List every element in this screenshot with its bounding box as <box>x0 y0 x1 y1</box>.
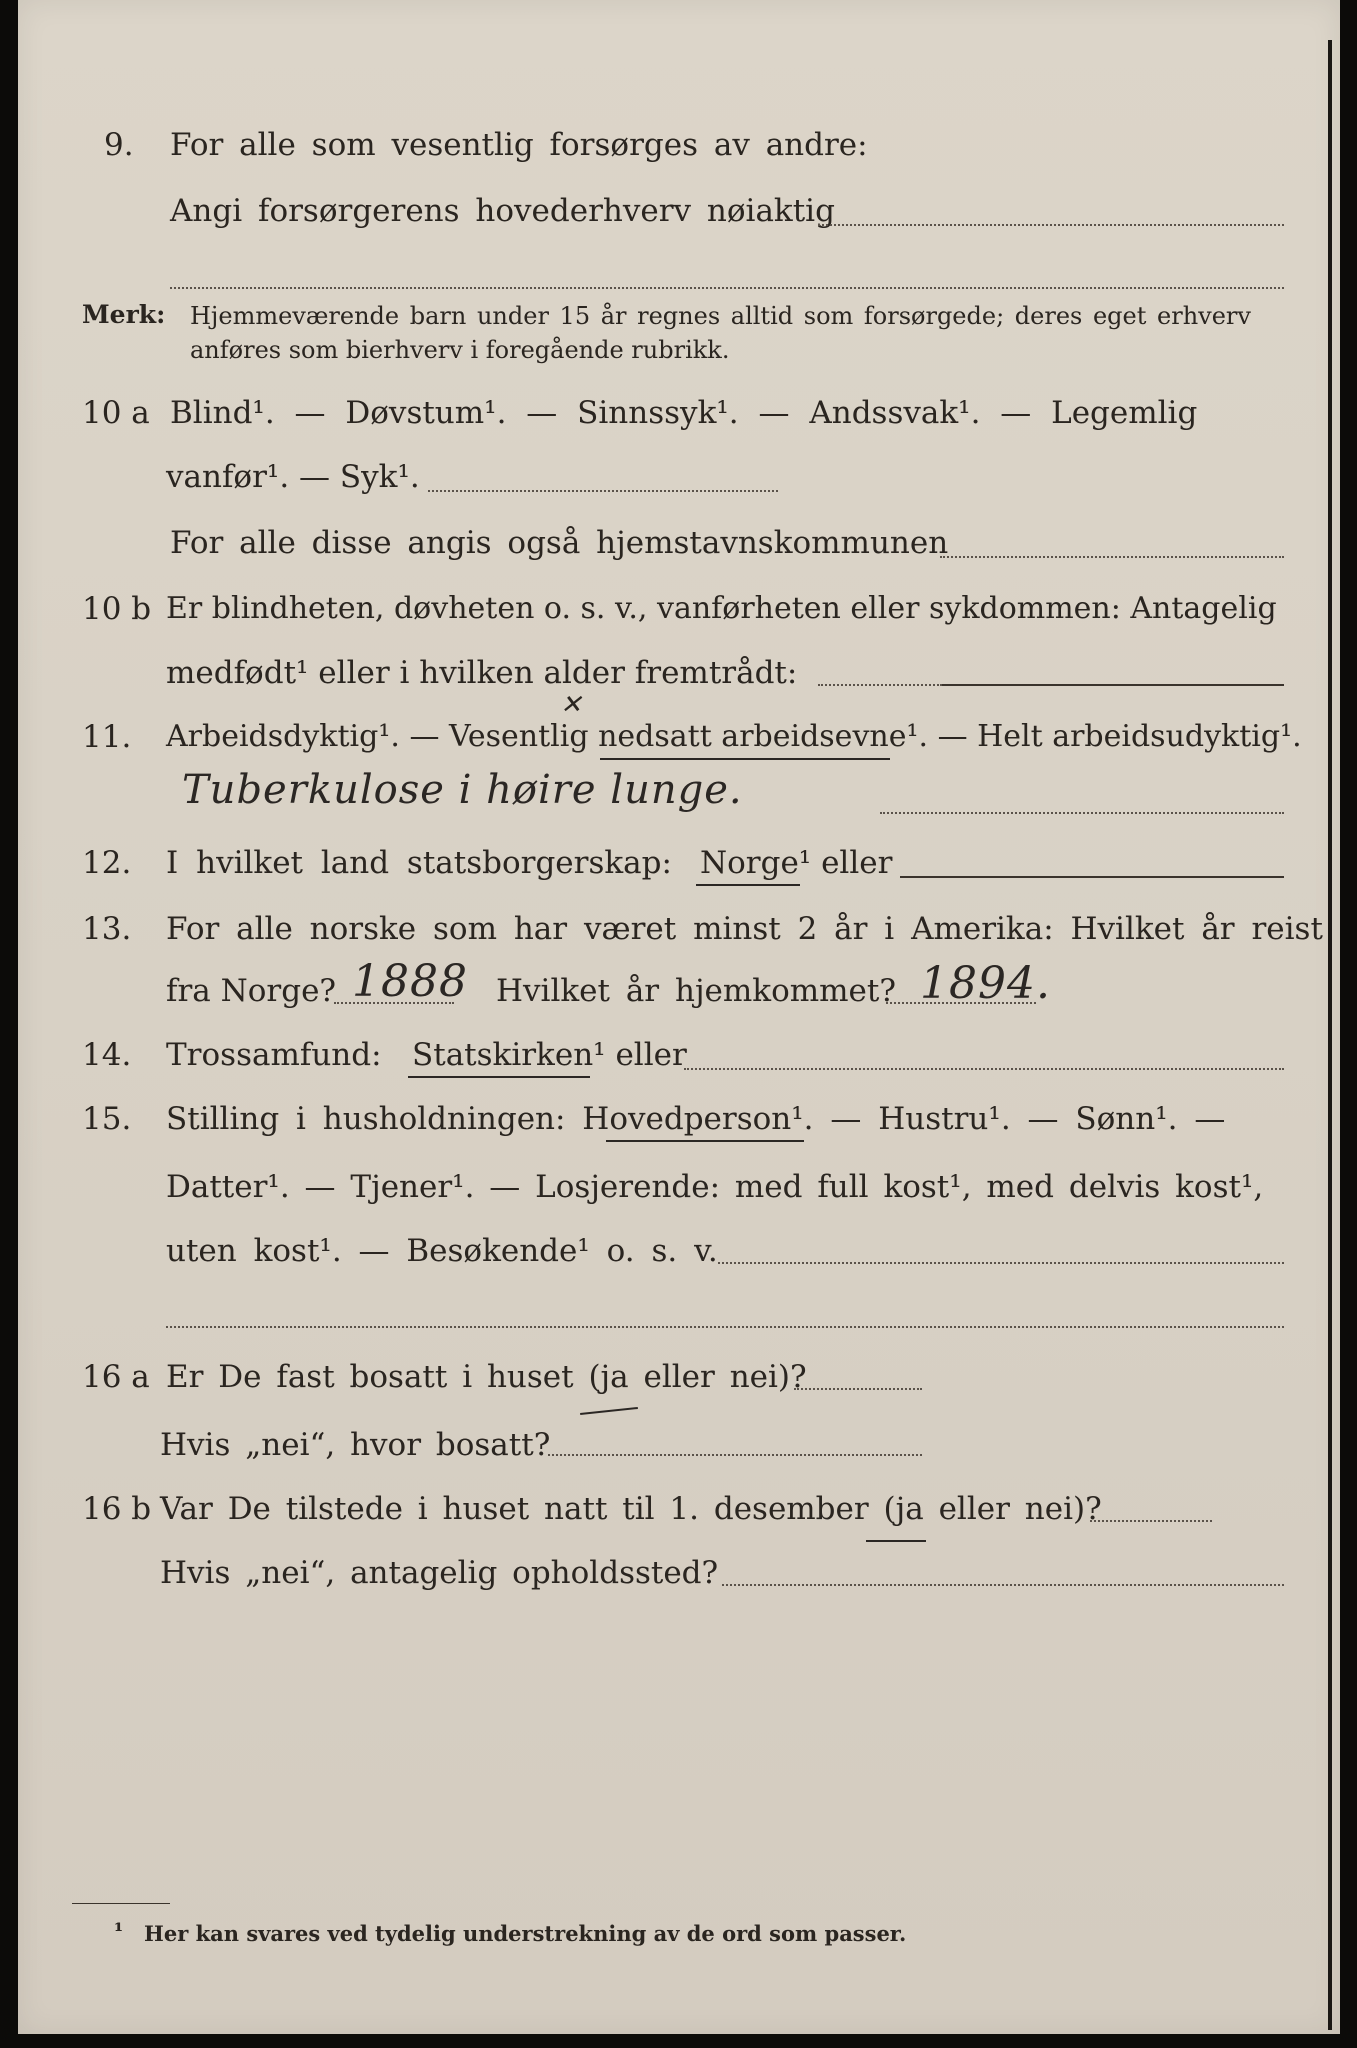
q15-line1: Stilling i husholdningen: Hovedperson¹. — Hustru¹. — Sønn¹. — <box>166 1101 1226 1137</box>
q12-underline-mark <box>696 884 800 886</box>
q15-answer-line[interactable] <box>718 1262 1284 1264</box>
q16a-line1: Er De fast bosatt i huset (ja eller nei)? <box>166 1359 807 1395</box>
q10b-answer-dots[interactable] <box>818 684 942 686</box>
q16b-number: 16 b <box>82 1491 152 1527</box>
q12-line1a: I hvilket land statsborgerskap: <box>166 845 672 881</box>
q13-line1: For alle norske som har været minst 2 år i Amerika: Hvilket år reist <box>166 911 1323 947</box>
q10a-line3: For alle disse angis også hjemstavnskommunen <box>170 525 949 561</box>
q12-answer-line[interactable] <box>900 876 1284 878</box>
q15-line2: Datter¹. — Tjener¹. — Losjerende: med full kost¹, med delvis kost¹, <box>166 1169 1264 1205</box>
q16b-whereabouts-line[interactable] <box>722 1584 1284 1586</box>
q15-line3: uten kost¹. — Besøkende¹ o. s. v. <box>166 1233 718 1269</box>
q15-underline-mark <box>606 1140 804 1142</box>
q10a-number: 10 a <box>82 395 150 431</box>
q16a-answer-line[interactable] <box>794 1388 922 1390</box>
q13-year-returned: 1894. <box>920 958 1051 1009</box>
q16b-answer-line[interactable] <box>1090 1520 1212 1522</box>
footnote-rule <box>72 1903 170 1904</box>
q14-line1a: Trossamfund: <box>166 1037 382 1073</box>
q10b-line2: medfødt¹ eller i hvilken alder fremtrådt: <box>166 655 798 691</box>
q16b-line2: Hvis „nei“, antagelig opholdssted? <box>160 1555 719 1591</box>
merk-line2: anføres som bierhverv i foregående rubrikk. <box>190 336 730 364</box>
q12-line1b: Norge¹ eller <box>700 845 893 881</box>
q9-line2: Angi forsørgerens hovederhverv nøiaktig <box>170 193 835 229</box>
q9-number: 9. <box>104 127 134 163</box>
q13-line2a: fra Norge? <box>166 973 337 1009</box>
q15-number: 15. <box>82 1101 132 1137</box>
q15-answer-line-2[interactable] <box>166 1326 1284 1328</box>
q11-answer-line[interactable] <box>880 812 1284 814</box>
q13-year-emigrated: 1888 <box>352 956 468 1007</box>
q14-number: 14. <box>82 1037 132 1073</box>
q11-line1: Arbeidsdyktig¹. — Vesentlig nedsatt arbeidsevne¹. — Helt arbeidsudyktig¹. <box>166 719 1302 754</box>
merk-label: Merk: <box>82 300 166 329</box>
q10b-line1: Er blindheten, døvheten o. s. v., vanførheten eller sykdommen: Antagelig <box>166 591 1277 626</box>
q12-number: 12. <box>82 845 132 881</box>
footnote-mark: ¹ <box>114 1918 124 1943</box>
q16a-residence-line[interactable] <box>548 1454 922 1456</box>
q10a-line1: Blind¹. — Døvstum¹. — Sinnssyk¹. — Andssvak¹. — Legemlig <box>170 395 1198 431</box>
q14-underline-mark <box>408 1076 590 1078</box>
q16b-line1: Var De tilstede i huset natt til 1. desember (ja eller nei)? <box>160 1491 1102 1527</box>
page-edge <box>1328 40 1332 2030</box>
q14-answer-line[interactable] <box>684 1068 1284 1070</box>
q9-line1: For alle som vesentlig forsørges av andre: <box>170 127 868 163</box>
q11-number: 11. <box>82 719 132 755</box>
q16b-underline-mark <box>866 1540 926 1542</box>
q10b-number: 10 b <box>82 591 152 627</box>
q13-line2b: Hvilket år hjemkommet? <box>496 973 896 1009</box>
merk-line1: Hjemmeværende barn under 15 år regnes alltid som forsørgede; deres eget erhverv <box>190 302 1251 330</box>
q14-line1b: Statskirken¹ eller <box>412 1037 687 1073</box>
q13-number: 13. <box>82 911 132 947</box>
q11-handwritten-answer: Tuberkulose i høire lunge. <box>182 767 743 813</box>
q9-answer-line[interactable] <box>818 224 1284 226</box>
q10a-answer-line[interactable] <box>428 490 778 492</box>
q11-x-mark: ✕ <box>560 690 582 720</box>
q10b-answer-line[interactable] <box>942 684 1284 686</box>
footnote-text: Her kan svares ved tydelig understrekning av de ord som passer. <box>144 1921 907 1946</box>
q11-underline-mark <box>600 758 890 760</box>
q10a-home-line[interactable] <box>940 556 1284 558</box>
q10a-line2: vanfør¹. — Syk¹. <box>166 459 420 495</box>
q9-answer-line-2[interactable] <box>170 287 1284 289</box>
q16a-number: 16 a <box>82 1359 150 1395</box>
q16a-line2: Hvis „nei“, hvor bosatt? <box>160 1427 551 1463</box>
